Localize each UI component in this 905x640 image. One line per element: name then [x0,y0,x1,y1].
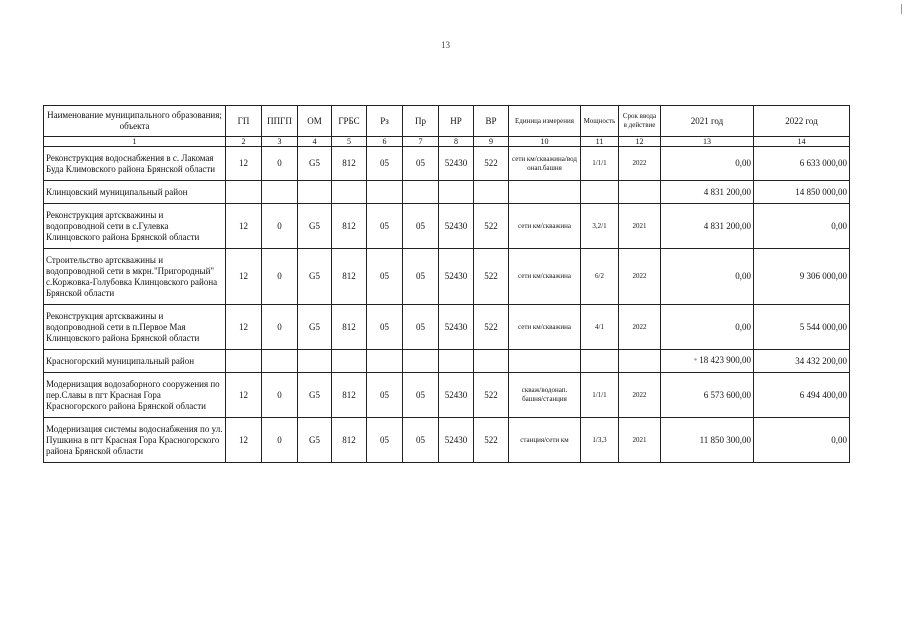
grbs-cell: 812 [332,305,367,350]
amount-2022: 6 633 000,00 [754,147,850,181]
power-cell: 4/1 [581,305,619,350]
header-cell: Наименование муниципального образования; объекта [44,106,226,137]
header-cell: НР [439,106,474,137]
nr-cell: 52430 [439,373,474,418]
index-cell: 3 [262,137,298,147]
term-cell: 2022 [619,373,661,418]
power-cell: 3,2/1 [581,204,619,249]
index-cell: 1 [44,137,226,147]
index-cell: 14 [754,137,850,147]
amount-2022: 0,00 [754,204,850,249]
amount-2022: 14 850 000,00 [754,181,850,204]
table-row [44,373,850,418]
header-cell: Мощность [581,106,619,137]
vr-cell: 522 [474,147,509,181]
unit-cell: сети км/скважина [509,204,581,249]
grbs-cell: 812 [332,249,367,305]
index-cell: 12 [619,137,661,147]
object-name: Реконструкция артскважины и водопроводной сети в с.Гулевка Клинцовского района Брянской области [44,204,226,249]
index-cell: 7 [403,137,439,147]
ppgp-cell: 0 [262,147,298,181]
header-cell: ГП [226,106,262,137]
district-row [44,350,850,373]
om-cell: G5 [298,373,332,418]
amount-2022: 9 306 000,00 [754,249,850,305]
gp-cell: 12 [226,418,262,463]
vr-cell: 522 [474,249,509,305]
empty-cell [403,350,439,373]
amount-2021: 0,00 [661,147,754,181]
page-number: 13 [441,40,450,50]
header-cell: ОМ [298,106,332,137]
amount-2022: 34 432 200,00 [754,350,850,373]
empty-cell [226,350,262,373]
ppgp-cell: 0 [262,249,298,305]
district-name: Клинцовский муниципальный район [44,181,226,204]
table-row [44,305,850,350]
unit-cell: сети км/скважина [509,249,581,305]
rz-cell: 05 [367,147,403,181]
gp-cell: 12 [226,147,262,181]
power-cell: 1/1/1 [581,373,619,418]
empty-cell [439,181,474,204]
index-cell: 10 [509,137,581,147]
nr-cell: 52430 [439,249,474,305]
empty-cell [367,181,403,204]
index-cell: 4 [298,137,332,147]
pr-cell: 05 [403,418,439,463]
header-cell: 2021 год [661,106,754,137]
om-cell: G5 [298,204,332,249]
gp-cell: 12 [226,373,262,418]
header-cell: 2022 год [754,106,850,137]
term-cell: 2022 [619,147,661,181]
unit-cell: скваж/водонап. башня/станция [509,373,581,418]
amount-2021: 6 573 600,00 [661,373,754,418]
index-cell: 2 [226,137,262,147]
term-cell: 2022 [619,249,661,305]
empty-cell [474,350,509,373]
district-name: Красногорский муниципальный район [44,350,226,373]
empty-cell [619,350,661,373]
unit-cell: сети км/скважина/вод онап.башня [509,147,581,181]
index-cell: 9 [474,137,509,147]
header-row [44,106,850,137]
nr-cell: 52430 [439,305,474,350]
vr-cell: 522 [474,204,509,249]
object-name: Модернизация водозаборного сооружения по пер.Славы в пгт Красная Гора Красногорского района Брянской области [44,373,226,418]
amount-2022: 6 494 400,00 [754,373,850,418]
empty-cell [298,181,332,204]
pr-cell: 05 [403,249,439,305]
term-cell: 2022 [619,305,661,350]
pr-cell: 05 [403,147,439,181]
om-cell: G5 [298,305,332,350]
ppgp-cell: 0 [262,305,298,350]
table-row [44,147,850,181]
gp-cell: 12 [226,204,262,249]
scan-edge-mark [901,4,902,14]
table-row [44,204,850,249]
grbs-cell: 812 [332,418,367,463]
header-cell: Рз [367,106,403,137]
rz-cell: 05 [367,373,403,418]
vr-cell: 522 [474,373,509,418]
index-cell: 6 [367,137,403,147]
nr-cell: 52430 [439,204,474,249]
rz-cell: 05 [367,204,403,249]
amount-2021: 11 850 300,00 [661,418,754,463]
empty-cell [474,181,509,204]
unit-cell: сети км/скважина [509,305,581,350]
amount-2021: 0,00 [661,249,754,305]
om-cell: G5 [298,249,332,305]
header-cell: Срок ввода в действие [619,106,661,137]
asterisk-note: * [693,357,698,365]
grbs-cell: 812 [332,147,367,181]
empty-cell [298,350,332,373]
amount-2021 [661,350,754,373]
object-name: Реконструкция водоснабжения в с. Лакомая Буда Климовского района Брянской области [44,147,226,181]
index-cell: 13 [661,137,754,147]
power-cell: 1/1/1 [581,147,619,181]
budget-table [43,105,850,463]
empty-cell [403,181,439,204]
nr-cell: 52430 [439,418,474,463]
ppgp-cell: 0 [262,204,298,249]
empty-cell [509,181,581,204]
power-cell: 6/2 [581,249,619,305]
rz-cell: 05 [367,418,403,463]
empty-cell [262,181,298,204]
vr-cell: 522 [474,418,509,463]
empty-cell [332,350,367,373]
grbs-cell: 812 [332,204,367,249]
empty-cell [367,350,403,373]
header-cell: ВР [474,106,509,137]
index-cell: 5 [332,137,367,147]
rz-cell: 05 [367,249,403,305]
pr-cell: 05 [403,305,439,350]
pr-cell: 05 [403,204,439,249]
empty-cell [226,181,262,204]
grbs-cell: 812 [332,373,367,418]
term-cell: 2021 [619,418,661,463]
gp-cell: 12 [226,305,262,350]
term-cell: 2021 [619,204,661,249]
column-index-row [44,137,850,147]
ppgp-cell: 0 [262,373,298,418]
object-name: Модернизация системы водоснабжения по ул. Пушкина в пгт Красная Гора Красногорского района Брянской области [44,418,226,463]
empty-cell [262,350,298,373]
empty-cell [619,181,661,204]
table-row [44,418,850,463]
header-cell: Единица измерения [509,106,581,137]
index-cell: 8 [439,137,474,147]
gp-cell: 12 [226,249,262,305]
object-name: Строительство артскважины и водопроводной сети в мкрн."Пригородный" с.Коржовка-Голубовка Клинцовского района Брянской области [44,249,226,305]
district-row [44,181,850,204]
object-name: Реконструкция артскважины и водопроводной сети в п.Первое Мая Клинцовского района Брянской области [44,305,226,350]
ppgp-cell: 0 [262,418,298,463]
header-cell: Пр [403,106,439,137]
power-cell: 1/3,3 [581,418,619,463]
nr-cell: 52430 [439,147,474,181]
rz-cell: 05 [367,305,403,350]
amount-2022: 0,00 [754,418,850,463]
empty-cell [332,181,367,204]
header-cell: ППГП [262,106,298,137]
empty-cell [581,350,619,373]
header-cell: ГРБС [332,106,367,137]
empty-cell [439,350,474,373]
amount-2022: 5 544 000,00 [754,305,850,350]
vr-cell: 522 [474,305,509,350]
empty-cell [509,350,581,373]
om-cell: G5 [298,147,332,181]
table-row [44,249,850,305]
unit-cell: станция/сети км [509,418,581,463]
pr-cell: 05 [403,373,439,418]
amount-2021-value: 18 423 900,00 [699,355,751,365]
amount-2021: 4 831 200,00 [661,181,754,204]
empty-cell [581,181,619,204]
amount-2021: 0,00 [661,305,754,350]
index-cell: 11 [581,137,619,147]
amount-2021: 4 831 200,00 [661,204,754,249]
om-cell: G5 [298,418,332,463]
